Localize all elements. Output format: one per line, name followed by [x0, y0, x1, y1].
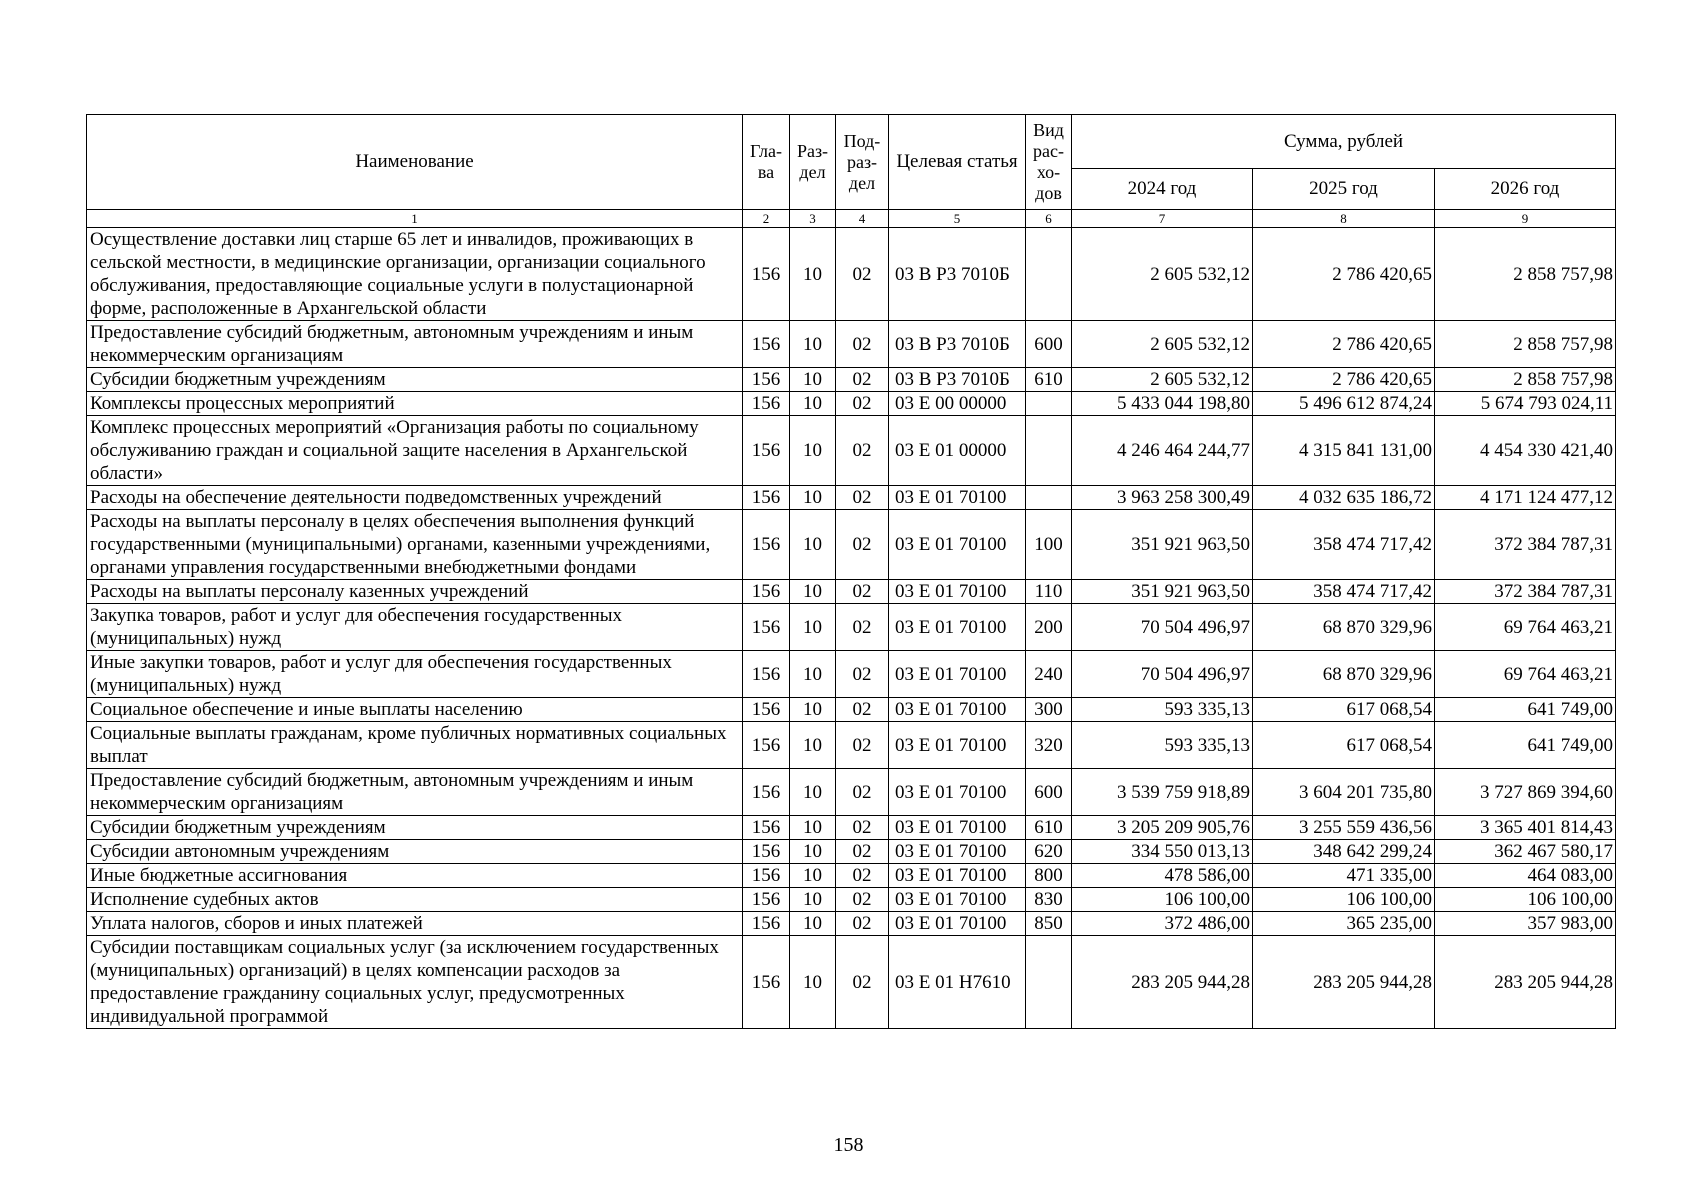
cell-razdel: 10	[790, 722, 836, 769]
cell-vid-rashodov: 800	[1026, 864, 1072, 888]
cell-name: Осуществление доставки лиц старше 65 лет и инвалидов, проживающих в сельской местности, в медицинские организации, организации социального обслуживания, предоставляющие социальные услуги в полустационарной форме, расположенные в Архангельской области	[87, 228, 743, 321]
cell-vid-rashodov: 600	[1026, 769, 1072, 816]
cell-celevaya-statya: 03 Е 01 70100	[889, 888, 1026, 912]
cell-amount-2024: 593 335,13	[1072, 722, 1253, 769]
cell-podrazdel: 02	[836, 864, 889, 888]
cell-amount-2025: 4 315 841 131,00	[1253, 416, 1435, 486]
cell-amount-2025: 3 604 201 735,80	[1253, 769, 1435, 816]
cell-podrazdel: 02	[836, 722, 889, 769]
header-year-2024: 2024 год	[1072, 169, 1253, 210]
cell-podrazdel: 02	[836, 392, 889, 416]
cell-celevaya-statya: 03 Е 01 70100	[889, 912, 1026, 936]
cell-vid-rashodov: 300	[1026, 698, 1072, 722]
cell-vid-rashodov: 240	[1026, 651, 1072, 698]
cell-razdel: 10	[790, 769, 836, 816]
cell-vid-rashodov: 610	[1026, 368, 1072, 392]
cell-celevaya-statya: 03 Е 01 00000	[889, 416, 1026, 486]
cell-glava: 156	[743, 816, 790, 840]
cell-amount-2024: 70 504 496,97	[1072, 604, 1253, 651]
cell-amount-2026: 106 100,00	[1435, 888, 1616, 912]
cell-glava: 156	[743, 604, 790, 651]
column-number: 4	[836, 210, 889, 228]
column-number-row	[87, 210, 1616, 228]
table-row	[87, 416, 1616, 486]
cell-podrazdel: 02	[836, 816, 889, 840]
header-name: Наименование	[87, 115, 743, 210]
cell-amount-2024: 593 335,13	[1072, 698, 1253, 722]
column-number: 7	[1072, 210, 1253, 228]
cell-amount-2024: 3 539 759 918,89	[1072, 769, 1253, 816]
cell-celevaya-statya: 03 Е 01 70100	[889, 864, 1026, 888]
cell-podrazdel: 02	[836, 888, 889, 912]
cell-razdel: 10	[790, 864, 836, 888]
cell-celevaya-statya: 03 Е 01 70100	[889, 510, 1026, 580]
cell-amount-2024: 283 205 944,28	[1072, 936, 1253, 1029]
cell-razdel: 10	[790, 368, 836, 392]
column-number: 2	[743, 210, 790, 228]
cell-vid-rashodov: 610	[1026, 816, 1072, 840]
header-vid-rashodov: Вид рас-хо-дов	[1026, 115, 1072, 210]
cell-celevaya-statya: 03 Е 01 70100	[889, 816, 1026, 840]
cell-podrazdel: 02	[836, 321, 889, 368]
cell-name: Иные бюджетные ассигнования	[87, 864, 743, 888]
table-row	[87, 368, 1616, 392]
cell-amount-2026: 69 764 463,21	[1435, 651, 1616, 698]
header-celevaya-statya: Целевая статья	[889, 115, 1026, 210]
cell-razdel: 10	[790, 840, 836, 864]
cell-podrazdel: 02	[836, 651, 889, 698]
cell-name: Предоставление субсидий бюджетным, автономным учреждениям и иным некоммерческим организациям	[87, 321, 743, 368]
cell-amount-2026: 5 674 793 024,11	[1435, 392, 1616, 416]
cell-amount-2026: 69 764 463,21	[1435, 604, 1616, 651]
cell-glava: 156	[743, 651, 790, 698]
cell-glava: 156	[743, 698, 790, 722]
cell-name: Иные закупки товаров, работ и услуг для обеспечения государственных (муниципальных) нужд	[87, 651, 743, 698]
cell-glava: 156	[743, 392, 790, 416]
cell-amount-2026: 2 858 757,98	[1435, 368, 1616, 392]
header-glava: Гла-ва	[743, 115, 790, 210]
cell-amount-2024: 4 246 464 244,77	[1072, 416, 1253, 486]
cell-podrazdel: 02	[836, 840, 889, 864]
cell-celevaya-statya: 03 Е 01 70100	[889, 769, 1026, 816]
cell-podrazdel: 02	[836, 936, 889, 1029]
cell-podrazdel: 02	[836, 368, 889, 392]
cell-amount-2024: 351 921 963,50	[1072, 510, 1253, 580]
cell-glava: 156	[743, 580, 790, 604]
cell-amount-2024: 334 550 013,13	[1072, 840, 1253, 864]
cell-vid-rashodov: 100	[1026, 510, 1072, 580]
table-row	[87, 816, 1616, 840]
table-row	[87, 580, 1616, 604]
cell-amount-2025: 3 255 559 436,56	[1253, 816, 1435, 840]
cell-razdel: 10	[790, 321, 836, 368]
cell-amount-2024: 2 605 532,12	[1072, 321, 1253, 368]
table-row	[87, 486, 1616, 510]
cell-amount-2024: 478 586,00	[1072, 864, 1253, 888]
cell-amount-2024: 70 504 496,97	[1072, 651, 1253, 698]
cell-name: Закупка товаров, работ и услуг для обеспечения государственных (муниципальных) нужд	[87, 604, 743, 651]
cell-vid-rashodov	[1026, 486, 1072, 510]
cell-amount-2024: 2 605 532,12	[1072, 228, 1253, 321]
cell-amount-2026: 641 749,00	[1435, 698, 1616, 722]
cell-glava: 156	[743, 769, 790, 816]
table-row	[87, 888, 1616, 912]
cell-amount-2026: 641 749,00	[1435, 722, 1616, 769]
cell-amount-2024: 5 433 044 198,80	[1072, 392, 1253, 416]
cell-vid-rashodov	[1026, 392, 1072, 416]
cell-podrazdel: 02	[836, 698, 889, 722]
cell-glava: 156	[743, 912, 790, 936]
cell-razdel: 10	[790, 888, 836, 912]
cell-name: Уплата налогов, сборов и иных платежей	[87, 912, 743, 936]
cell-name: Расходы на обеспечение деятельности подведомственных учреждений	[87, 486, 743, 510]
cell-razdel: 10	[790, 580, 836, 604]
column-number: 8	[1253, 210, 1435, 228]
cell-amount-2025: 365 235,00	[1253, 912, 1435, 936]
cell-celevaya-statya: 03 В Р3 7010Б	[889, 368, 1026, 392]
column-number: 1	[87, 210, 743, 228]
table-row	[87, 604, 1616, 651]
cell-celevaya-statya: 03 Е 01 70100	[889, 651, 1026, 698]
table-row	[87, 651, 1616, 698]
cell-name: Субсидии поставщикам социальных услуг (за исключением государственных (муниципальных) организаций) в целях компенсации расходов за предоставление гражданину социальных услуг, предусмотренных индивидуальной программой	[87, 936, 743, 1029]
cell-glava: 156	[743, 722, 790, 769]
cell-amount-2025: 5 496 612 874,24	[1253, 392, 1435, 416]
cell-razdel: 10	[790, 486, 836, 510]
cell-glava: 156	[743, 486, 790, 510]
cell-amount-2024: 106 100,00	[1072, 888, 1253, 912]
cell-celevaya-statya: 03 Е 01 70100	[889, 722, 1026, 769]
table-row	[87, 912, 1616, 936]
cell-razdel: 10	[790, 698, 836, 722]
cell-glava: 156	[743, 840, 790, 864]
cell-vid-rashodov: 110	[1026, 580, 1072, 604]
cell-amount-2024: 3 963 258 300,49	[1072, 486, 1253, 510]
cell-name: Субсидии бюджетным учреждениям	[87, 816, 743, 840]
cell-amount-2025: 617 068,54	[1253, 722, 1435, 769]
column-number: 3	[790, 210, 836, 228]
cell-amount-2026: 4 454 330 421,40	[1435, 416, 1616, 486]
header-year-2025: 2025 год	[1253, 169, 1435, 210]
column-number: 6	[1026, 210, 1072, 228]
table-row	[87, 769, 1616, 816]
cell-name: Социальное обеспечение и иные выплаты населению	[87, 698, 743, 722]
column-number: 5	[889, 210, 1026, 228]
table-row	[87, 722, 1616, 769]
cell-vid-rashodov: 830	[1026, 888, 1072, 912]
cell-celevaya-statya: 03 Е 01 70100	[889, 698, 1026, 722]
cell-vid-rashodov: 600	[1026, 321, 1072, 368]
cell-name: Социальные выплаты гражданам, кроме публичных нормативных социальных выплат	[87, 722, 743, 769]
cell-celevaya-statya: 03 Е 01 70100	[889, 486, 1026, 510]
cell-amount-2025: 106 100,00	[1253, 888, 1435, 912]
cell-podrazdel: 02	[836, 580, 889, 604]
cell-amount-2024: 351 921 963,50	[1072, 580, 1253, 604]
cell-amount-2024: 2 605 532,12	[1072, 368, 1253, 392]
table-row	[87, 510, 1616, 580]
cell-amount-2026: 3 727 869 394,60	[1435, 769, 1616, 816]
header-summa: Сумма, рублей	[1072, 115, 1616, 169]
cell-vid-rashodov: 320	[1026, 722, 1072, 769]
header-podrazdel: Под-раз-дел	[836, 115, 889, 210]
cell-razdel: 10	[790, 604, 836, 651]
cell-podrazdel: 02	[836, 912, 889, 936]
table-body	[87, 228, 1616, 1029]
cell-vid-rashodov	[1026, 228, 1072, 321]
cell-vid-rashodov	[1026, 936, 1072, 1029]
cell-amount-2025: 2 786 420,65	[1253, 368, 1435, 392]
cell-celevaya-statya: 03 Е 01 70100	[889, 580, 1026, 604]
cell-celevaya-statya: 03 Е 01 70100	[889, 840, 1026, 864]
cell-amount-2025: 471 335,00	[1253, 864, 1435, 888]
page-number: 158	[833, 1134, 864, 1156]
cell-podrazdel: 02	[836, 416, 889, 486]
cell-name: Комплекс процессных мероприятий «Организация работы по социальному обслуживанию граждан и социальной защите населения в Архангельской области»	[87, 416, 743, 486]
cell-amount-2025: 283 205 944,28	[1253, 936, 1435, 1029]
cell-name: Комплексы процессных мероприятий	[87, 392, 743, 416]
cell-vid-rashodov: 200	[1026, 604, 1072, 651]
cell-amount-2025: 358 474 717,42	[1253, 510, 1435, 580]
cell-amount-2025: 68 870 329,96	[1253, 651, 1435, 698]
cell-razdel: 10	[790, 936, 836, 1029]
cell-amount-2026: 4 171 124 477,12	[1435, 486, 1616, 510]
cell-celevaya-statya: 03 Е 00 00000	[889, 392, 1026, 416]
cell-amount-2025: 617 068,54	[1253, 698, 1435, 722]
cell-glava: 156	[743, 936, 790, 1029]
cell-name: Предоставление субсидий бюджетным, автономным учреждениям и иным некоммерческим организациям	[87, 769, 743, 816]
cell-amount-2025: 4 032 635 186,72	[1253, 486, 1435, 510]
cell-amount-2026: 372 384 787,31	[1435, 510, 1616, 580]
cell-celevaya-statya: 03 В Р3 7010Б	[889, 321, 1026, 368]
cell-amount-2025: 348 642 299,24	[1253, 840, 1435, 864]
cell-name: Расходы на выплаты персоналу в целях обеспечения выполнения функций государственными (муниципальными) органами, казенными учреждениями, органами управления государственными внебюджетными фондами	[87, 510, 743, 580]
cell-amount-2024: 3 205 209 905,76	[1072, 816, 1253, 840]
cell-amount-2025: 358 474 717,42	[1253, 580, 1435, 604]
cell-glava: 156	[743, 864, 790, 888]
cell-vid-rashodov: 620	[1026, 840, 1072, 864]
cell-glava: 156	[743, 228, 790, 321]
cell-vid-rashodov: 850	[1026, 912, 1072, 936]
table-row	[87, 228, 1616, 321]
budget-table	[86, 114, 1616, 1029]
table-row	[87, 840, 1616, 864]
table-header	[87, 115, 1616, 228]
cell-amount-2026: 362 467 580,17	[1435, 840, 1616, 864]
cell-amount-2026: 283 205 944,28	[1435, 936, 1616, 1029]
cell-razdel: 10	[790, 228, 836, 321]
cell-glava: 156	[743, 368, 790, 392]
cell-celevaya-statya: 03 Е 01 Н7610	[889, 936, 1026, 1029]
cell-amount-2026: 464 083,00	[1435, 864, 1616, 888]
table-row	[87, 392, 1616, 416]
cell-razdel: 10	[790, 816, 836, 840]
cell-name: Исполнение судебных актов	[87, 888, 743, 912]
cell-celevaya-statya: 03 В Р3 7010Б	[889, 228, 1026, 321]
cell-razdel: 10	[790, 416, 836, 486]
header-razdel: Раз-дел	[790, 115, 836, 210]
cell-amount-2026: 357 983,00	[1435, 912, 1616, 936]
header-year-2026: 2026 год	[1435, 169, 1616, 210]
cell-amount-2024: 372 486,00	[1072, 912, 1253, 936]
cell-podrazdel: 02	[836, 604, 889, 651]
cell-razdel: 10	[790, 392, 836, 416]
cell-vid-rashodov	[1026, 416, 1072, 486]
cell-glava: 156	[743, 321, 790, 368]
cell-amount-2026: 3 365 401 814,43	[1435, 816, 1616, 840]
table-row	[87, 321, 1616, 368]
cell-podrazdel: 02	[836, 769, 889, 816]
cell-amount-2025: 2 786 420,65	[1253, 321, 1435, 368]
cell-amount-2025: 2 786 420,65	[1253, 228, 1435, 321]
cell-name: Субсидии автономным учреждениям	[87, 840, 743, 864]
cell-amount-2026: 372 384 787,31	[1435, 580, 1616, 604]
cell-name: Расходы на выплаты персоналу казенных учреждений	[87, 580, 743, 604]
cell-razdel: 10	[790, 651, 836, 698]
table-row	[87, 698, 1616, 722]
cell-amount-2026: 2 858 757,98	[1435, 321, 1616, 368]
cell-celevaya-statya: 03 Е 01 70100	[889, 604, 1026, 651]
table-row	[87, 864, 1616, 888]
cell-glava: 156	[743, 510, 790, 580]
column-number: 9	[1435, 210, 1616, 228]
cell-glava: 156	[743, 888, 790, 912]
cell-podrazdel: 02	[836, 228, 889, 321]
cell-podrazdel: 02	[836, 510, 889, 580]
table-row	[87, 936, 1616, 1029]
cell-podrazdel: 02	[836, 486, 889, 510]
cell-glava: 156	[743, 416, 790, 486]
cell-razdel: 10	[790, 510, 836, 580]
cell-name: Субсидии бюджетным учреждениям	[87, 368, 743, 392]
cell-amount-2025: 68 870 329,96	[1253, 604, 1435, 651]
cell-razdel: 10	[790, 912, 836, 936]
cell-amount-2026: 2 858 757,98	[1435, 228, 1616, 321]
